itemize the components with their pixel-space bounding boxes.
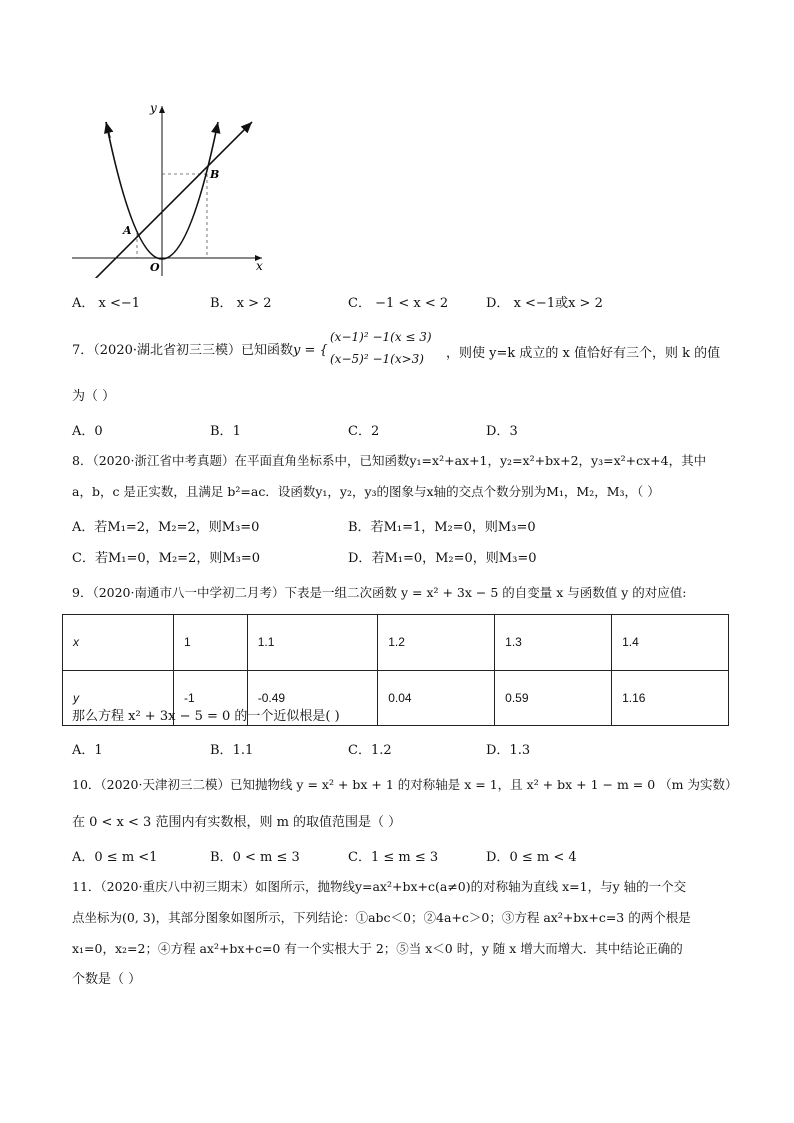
option-text: 0 [94, 424, 103, 439]
q6-option-c[interactable] [348, 292, 448, 311]
option-text: 2 [370, 424, 380, 439]
label-x: x [256, 259, 263, 273]
q11-line4: 个数是（ ） [72, 972, 142, 987]
option-letter: C． [348, 850, 371, 865]
option-text: 若M₁=0，M₂=2，则M₃=0 [94, 551, 261, 566]
q10-option-a[interactable] [72, 846, 157, 865]
parabola-line-graph [62, 98, 272, 278]
q8-option-d[interactable] [348, 547, 537, 566]
option-letter: A． [72, 743, 95, 758]
q9-line2: 那么方程 x² + 3x − 5 = 0 的一个近似根是( ) [72, 709, 340, 724]
option-text: 1 ≤ m ≤ 3 [370, 850, 439, 865]
q11-line3: x₁=0，x₂=2；④方程 ax²+bx+c=0 有一个实根大于 2；⑤当 x＜0 时，y 随 x 增大而增大．其中结论正确的 [72, 941, 683, 956]
q11-line1: 11．（2020·重庆八中初三期末）如图所示，抛物线y=ax²+bx+c(a≠0)的对称轴为直线 x=1，与y 轴的一个交 [72, 879, 687, 894]
option-text: 0 < m ≤ 3 [232, 850, 300, 865]
option-text: x <−1 [98, 296, 141, 311]
option-letter: A． [72, 520, 95, 535]
table-cell: 1.1 [247, 615, 378, 671]
q7-case-2: (x−5)² −1(x>3) [330, 352, 424, 366]
q6-option-b[interactable] [210, 292, 271, 311]
q10-option-b[interactable] [210, 846, 300, 865]
option-letter: A． [72, 296, 95, 311]
option-letter: B． [210, 296, 233, 311]
option-text: 1.2 [370, 743, 392, 758]
q7-piecewise [330, 326, 432, 370]
option-text: x > 2 [236, 296, 272, 311]
q9-option-d[interactable] [486, 739, 530, 758]
option-letter: D． [486, 743, 510, 758]
q6-option-a[interactable] [72, 292, 140, 311]
q8-line1: 8．（2020·浙江省中考真题）在平面直角坐标系中，已知函数y₁=x²+ax+1，y₂=x²+bx+2，y₃=x²+cx+4，其中 [72, 453, 707, 468]
option-letter: C． [348, 743, 371, 758]
q8-option-b[interactable] [348, 516, 536, 535]
table-cell: -0.49 [247, 670, 378, 726]
option-letter: A． [72, 850, 95, 865]
option-letter: D． [348, 551, 372, 566]
q7-function-name: y = { [293, 343, 328, 358]
table-cell: -1 [174, 670, 248, 726]
option-letter: C． [348, 296, 371, 311]
q9-line1: 9．（2020·南通市八一中学初二月考）下表是一组二次函数 y = x² + 3x − 5 的自变量 x 与函数值 y 的对应值: [72, 585, 687, 600]
parabola-left-tip [106, 122, 110, 138]
q10-line2: 在 0 < x < 3 范围内有实数根，则 m 的取值范围是（ ） [72, 815, 402, 830]
q7-option-b[interactable] [210, 420, 241, 439]
option-text: 1 [94, 743, 103, 758]
q8-line2: a，b，c 是正实数，且满足 b²=ac．设函数y₁，y₂，y₃的图象与x轴的交点个数分别为M₁，M₂，M₃，（ ） [72, 484, 660, 499]
table-cell: 1.4 [612, 615, 729, 671]
option-text: x <−1或x > 2 [513, 296, 603, 311]
q9-option-c[interactable] [348, 739, 392, 758]
label-y: y [150, 101, 157, 115]
q7-line2: 为（ ） [72, 389, 116, 404]
option-letter: D． [486, 850, 510, 865]
option-letter: C． [348, 424, 371, 439]
option-text: 0 ≤ m <1 [94, 850, 158, 865]
option-letter: C． [72, 551, 95, 566]
q6-option-d[interactable] [486, 292, 603, 311]
table-header-x: x [63, 615, 174, 671]
table-row [63, 615, 729, 671]
label-a: A [123, 224, 132, 237]
q8-option-a[interactable] [72, 516, 259, 535]
option-text: 1 [232, 424, 241, 439]
option-text: 0 ≤ m < 4 [509, 850, 577, 865]
q10-option-c[interactable] [348, 846, 438, 865]
table-cell: 1 [174, 615, 248, 671]
q9-option-b[interactable] [210, 739, 253, 758]
q8-option-c[interactable] [72, 547, 260, 566]
option-text: 1.3 [509, 743, 531, 758]
table-cell: 0.59 [495, 670, 612, 726]
q10-option-d[interactable] [486, 846, 577, 865]
option-text: −1 < x < 2 [375, 296, 449, 311]
q7-case-1: (x−1)² −1(x ≤ 3) [330, 330, 432, 344]
q7-option-c[interactable] [348, 420, 379, 439]
option-letter: D． [486, 424, 510, 439]
table-cell: 1.16 [612, 670, 729, 726]
table-cell: 0.04 [378, 670, 495, 726]
option-letter: B． [210, 424, 233, 439]
table-cell: 1.2 [378, 615, 495, 671]
q9-option-a[interactable] [72, 739, 103, 758]
q7-option-a[interactable] [72, 420, 103, 439]
table-cell: 1.3 [495, 615, 612, 671]
q11-line2: 点坐标为(0, 3)，其部分图象如图所示，下列结论：①abc＜0；②4a+c＞0；③方程 ax²+bx+c=3 的两个根是 [72, 910, 691, 925]
q7-option-d[interactable] [486, 420, 518, 439]
option-letter: B． [348, 520, 371, 535]
option-text: 若M₁=2，M₂=2，则M₃=0 [94, 520, 260, 535]
q7-suffix: ，则使 y=k 成立的 x 值恰好有三个，则 k 的值 [446, 346, 721, 361]
option-text: 3 [509, 424, 518, 439]
table-header-y: y [63, 670, 174, 726]
q7-prefix: 7．（2020·湖北省初三三模）已知函数 [72, 343, 293, 358]
option-text: 若M₁=1，M₂=0，则M₃=0 [370, 520, 536, 535]
option-letter: A． [72, 424, 95, 439]
label-origin: O [150, 261, 160, 274]
q7-stem [72, 342, 328, 360]
option-letter: D． [486, 296, 510, 311]
q10-line1: 10．（2020·天津初三二模）已知抛物线 y = x² + bx + 1 的对称轴是 x = 1，且 x² + bx + 1 − m = 0 （m 为实数） [72, 777, 738, 792]
option-text: 1.1 [232, 743, 254, 758]
option-letter: B． [210, 850, 233, 865]
option-text: 若M₁=0，M₂=0，则M₃=0 [371, 551, 537, 566]
option-letter: B． [210, 743, 233, 758]
label-b: B [210, 168, 220, 181]
